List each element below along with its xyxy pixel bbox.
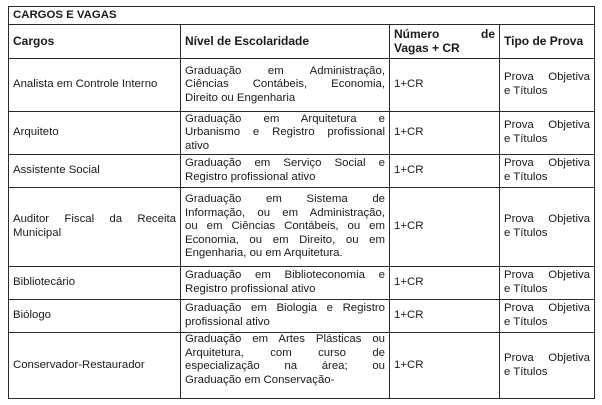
- tipo-line: Prova Objetiva: [504, 157, 591, 170]
- cargo-line: Arquiteto: [13, 126, 59, 139]
- table-row: [9, 188, 595, 267]
- tipo-line: e Títulos: [504, 133, 548, 145]
- header-tipo: Tipo de Prova: [500, 25, 595, 59]
- table-row: [9, 333, 595, 399]
- cargo-cell: [9, 300, 181, 333]
- table-row: [9, 112, 595, 155]
- tipo-line: Prova Objetiva: [504, 71, 591, 84]
- tipo-cell: [500, 188, 595, 267]
- vagas-cell: 1+CR: [390, 267, 500, 300]
- escolaridade-line: Engenharia, ou em Arquitetura.: [185, 247, 343, 260]
- tipo-cell: [500, 300, 595, 333]
- header-cargos: Cargos: [9, 25, 181, 59]
- vagas-cell: 1+CR: [390, 333, 500, 399]
- header-vagas-line2: Vagas + CR: [394, 40, 460, 55]
- escolaridade-line: Graduação em Biologia e Registro: [185, 302, 385, 315]
- escolaridade-line: Graduação em Arquitetura e: [185, 112, 385, 125]
- header-vagas-word1: Número: [394, 26, 440, 41]
- escolaridade-line: Ciências Contábeis, Economia,: [185, 78, 385, 91]
- tipo-line: Prova Objetiva: [504, 269, 591, 282]
- escolaridade-line: Direito ou Engenharia: [185, 91, 296, 104]
- escolaridade-line: Graduação em Biblioteconomia e: [185, 269, 385, 282]
- escolaridade-cell: [181, 112, 390, 155]
- tipo-cell: [500, 112, 595, 155]
- cargo-cell: [9, 155, 181, 188]
- escolaridade-line: Registro profissional ativo: [185, 283, 316, 295]
- tipo-cell: [500, 267, 595, 300]
- header-row: [9, 25, 595, 59]
- cargo-cell: [9, 188, 181, 267]
- escolaridade-cell: [181, 188, 390, 267]
- cargo-line: Biólogo: [13, 309, 51, 322]
- escolaridade-line: Informação, ou em Administração,: [185, 206, 385, 219]
- tipo-line: e Títulos: [504, 316, 548, 328]
- escolaridade-line: Graduação em Serviço Social e: [185, 157, 385, 170]
- header-escolaridade: Nível de Escolaridade: [181, 25, 390, 59]
- escolaridade-line: Graduação em Conservação-: [185, 373, 335, 386]
- escolaridade-line: Arquitetura, com curso de: [185, 346, 385, 359]
- vagas-cell: 1+CR: [390, 112, 500, 155]
- vagas-cell: 1+CR: [390, 188, 500, 267]
- tipo-line: e Títulos: [504, 365, 548, 378]
- table-title: CARGOS E VAGAS: [9, 7, 595, 25]
- cargo-line: Analista em Controle Interno: [13, 78, 158, 91]
- escolaridade-line: Graduação em Administração,: [185, 64, 385, 77]
- escolaridade-line: Graduação em Sistema de: [185, 193, 385, 206]
- cargo-cell: [9, 59, 181, 112]
- cargo-line: Auditor Fiscal da Receita: [13, 213, 176, 226]
- cargo-cell: [9, 112, 181, 155]
- cargo-line: Assistente Social: [13, 164, 100, 177]
- escolaridade-line: ativo: [185, 139, 210, 152]
- escolaridade-line: Economia, ou em Direito, ou em: [185, 233, 385, 246]
- escolaridade-cell: [181, 333, 390, 399]
- escolaridade-line: ou em Ciências Contábeis, ou em: [185, 220, 385, 233]
- tipo-cell: [500, 333, 595, 399]
- table-row: [9, 155, 595, 188]
- escolaridade-line: especialização na área; ou: [185, 360, 385, 373]
- escolaridade-cell: [181, 155, 390, 188]
- cargo-line: Conservador-Restaurador: [13, 358, 145, 371]
- escolaridade-line: profissional ativo: [185, 316, 270, 328]
- escolaridade-cell: [181, 300, 390, 333]
- header-vagas-word2: de: [480, 26, 495, 41]
- cargos-vagas-table: [8, 6, 595, 399]
- cargo-cell: [9, 267, 181, 300]
- tipo-line: e Títulos: [504, 171, 548, 183]
- table-row: [9, 59, 595, 112]
- vagas-cell: 1+CR: [390, 300, 500, 333]
- vagas-cell: 1+CR: [390, 59, 500, 112]
- cargo-line: Municipal: [13, 227, 62, 239]
- escolaridade-line: Registro profissional ativo: [185, 171, 316, 183]
- escolaridade-cell: [181, 59, 390, 112]
- escolaridade-cell: [181, 267, 390, 300]
- table-row: [9, 267, 595, 300]
- tipo-cell: [500, 155, 595, 188]
- tipo-line: Prova Objetiva: [504, 119, 591, 132]
- cargo-cell: [9, 333, 181, 399]
- tipo-line: e Títulos: [504, 85, 548, 97]
- tipo-line: e Títulos: [504, 283, 548, 295]
- tipo-line: Prova Objetiva: [504, 351, 591, 364]
- table-row: [9, 300, 595, 333]
- vagas-cell: 1+CR: [390, 155, 500, 188]
- escolaridade-line: Graduação em Artes Plásticas ou: [185, 333, 385, 345]
- tipo-line: e Títulos: [504, 227, 548, 239]
- tipo-line: Prova Objetiva: [504, 213, 591, 226]
- tipo-line: Prova Objetiva: [504, 302, 591, 315]
- header-vagas: [390, 25, 500, 59]
- escolaridade-line: Urbanismo e Registro profissional: [185, 126, 385, 139]
- tipo-cell: [500, 59, 595, 112]
- cargo-line: Bibliotecário: [13, 276, 76, 289]
